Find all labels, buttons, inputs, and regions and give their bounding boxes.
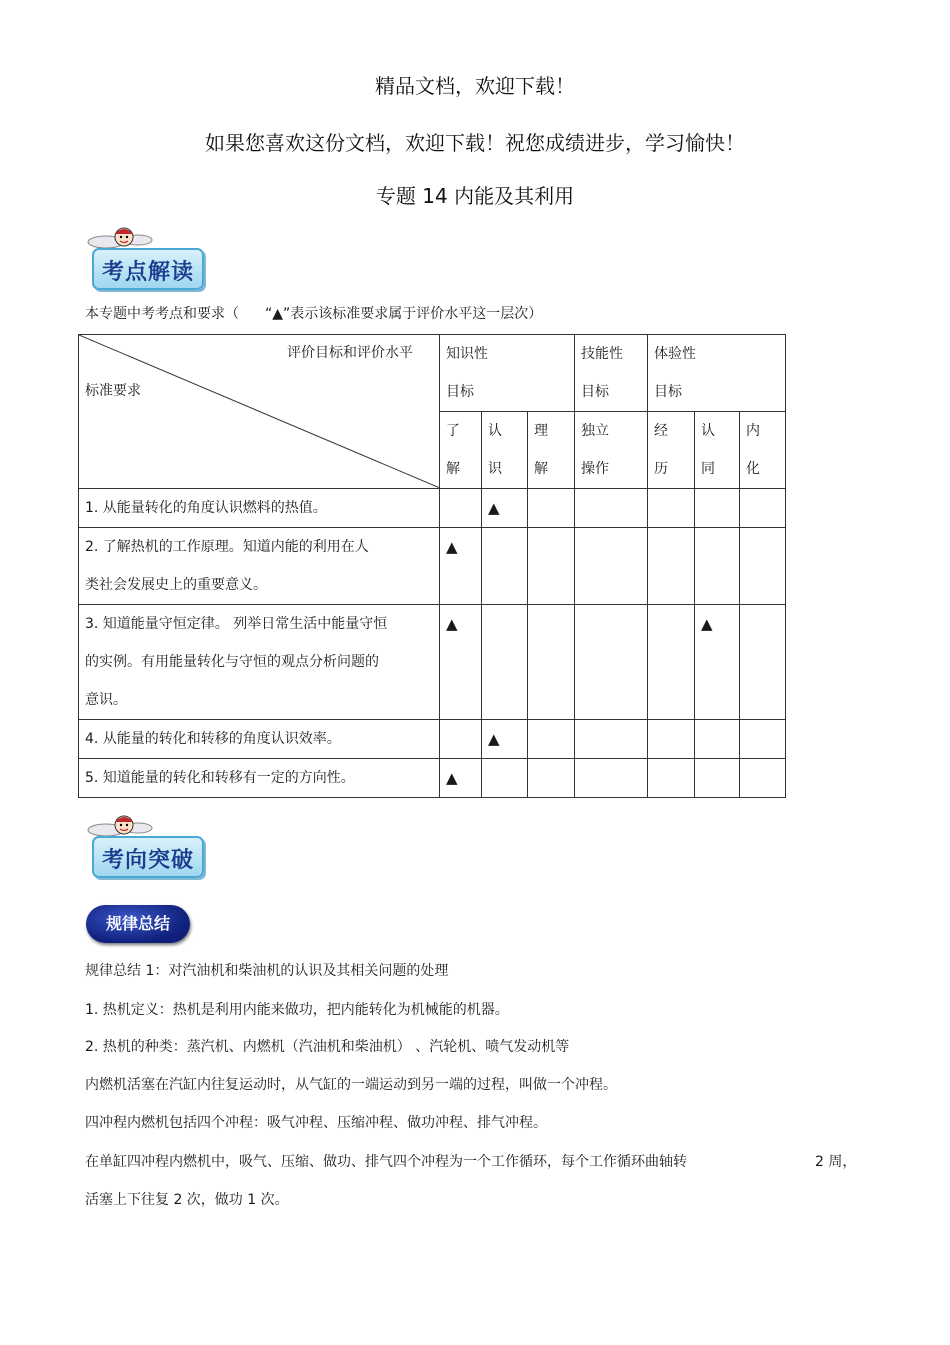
paragraph: 在单缸四冲程内燃机中，吸气、压缩、做功、排气四个冲程为一个工作循环，每个工作循环曲轴转 <box>85 1154 687 1170</box>
standards-table <box>78 334 786 798</box>
mark-cell <box>740 605 786 720</box>
subheader-cell <box>740 412 786 489</box>
paragraph: 2 周， <box>815 1154 857 1170</box>
mark-cell <box>695 759 740 798</box>
corner-bottom-label: 标准要求 <box>85 383 141 399</box>
header-line-2: 如果您喜欢这份文档，欢迎下载！祝您成绩进步，学习愉快！ <box>205 131 745 155</box>
intro-part-1: 本专题中考考点和要求（ <box>85 306 239 322</box>
table-header-row <box>79 335 786 412</box>
group-label: 目标 <box>654 384 683 400</box>
subheader-text: 化 <box>746 461 761 477</box>
subheader-text: 了 <box>446 423 460 439</box>
mark-cell: ▲ <box>482 489 528 528</box>
group-header <box>440 335 575 412</box>
corner-top-label: 评价目标和评价水平 <box>287 345 413 361</box>
table-row <box>79 759 786 798</box>
mark-cell <box>528 720 575 759</box>
mark-cell <box>648 489 695 528</box>
intro-text <box>85 303 542 323</box>
group-header <box>648 335 786 412</box>
mark-cell <box>648 720 695 759</box>
rule-summary-badge: 规律总结 <box>86 905 190 943</box>
mark-cell <box>740 759 786 798</box>
intro-part-2: “▲”表示该标准要求属于评价水平这一层次） <box>265 306 543 322</box>
standard-text: 1. 从能量转化的角度认识燃料的热值。 <box>85 500 327 516</box>
paragraph: 规律总结 1：对汽油机和柴油机的认识及其相关问题的处理 <box>85 963 449 979</box>
subheader-text: 经 <box>654 423 669 439</box>
subheader-text: 认 <box>488 423 502 439</box>
standard-text: 5. 知道能量的转化和转移有一定的方向性。 <box>85 770 355 786</box>
banner-label: 考点解读 <box>101 259 194 285</box>
mark-cell: ▲ <box>440 605 482 720</box>
paragraph: 1. 热机定义：热机是利用内能来做功，把内能转化为机械能的机器。 <box>85 1002 509 1018</box>
standard-text: 意识。 <box>85 692 127 708</box>
mark-cell <box>575 605 648 720</box>
subheader-cell <box>695 412 740 489</box>
paragraph: 内燃机活塞在汽缸内往复运动时，从气缸的一端运动到另一端的过程，叫做一个冲程。 <box>85 1077 617 1093</box>
table-row <box>79 605 786 720</box>
mark-cell: ▲ <box>440 759 482 798</box>
paragraph: 活塞上下往复 2 次，做功 1 次。 <box>85 1192 289 1208</box>
standard-cell <box>79 759 440 798</box>
standard-cell <box>79 605 440 720</box>
subheader-cell <box>575 412 648 489</box>
mark-cell <box>648 528 695 605</box>
subheader-text: 识 <box>488 461 502 477</box>
mark-cell <box>740 528 786 605</box>
mark-cell <box>575 489 648 528</box>
standard-cell <box>79 528 440 605</box>
mark-cell <box>482 528 528 605</box>
group-label: 技能性 <box>581 346 624 362</box>
standard-text: 3. 知道能量守恒定律。 列举日常生活中能量守恒 <box>85 616 388 632</box>
group-label: 目标 <box>446 384 474 400</box>
standard-cell <box>79 489 440 528</box>
subheader-text: 内 <box>746 423 761 439</box>
table-row <box>79 528 786 605</box>
standard-text: 的实例。有用能量转化与守恒的观点分析问题的 <box>85 654 379 670</box>
mark-cell <box>528 528 575 605</box>
table-row <box>79 720 786 759</box>
mark-cell <box>528 489 575 528</box>
mark-cell <box>482 759 528 798</box>
paragraph: 四冲程内燃机包括四个冲程：吸气冲程、压缩冲程、做功冲程、排气冲程。 <box>85 1115 547 1131</box>
group-label: 知识性 <box>446 346 488 362</box>
mark-cell <box>740 489 786 528</box>
mark-cell: ▲ <box>482 720 528 759</box>
subheader-cell <box>440 412 482 489</box>
subheader-cell <box>528 412 575 489</box>
banner-kaodian <box>84 224 214 292</box>
paragraph: 2. 热机的种类：蒸汽机、内燃机（汽油机和柴油机） 、汽轮机、喷气发动机等 <box>85 1039 570 1055</box>
mark-cell <box>575 759 648 798</box>
banner-plate <box>92 836 204 878</box>
standard-text: 4. 从能量的转化和转移的角度认识效率。 <box>85 731 341 747</box>
mark-cell <box>575 720 648 759</box>
subheader-text: 独立 <box>581 423 610 439</box>
subheader-text: 认 <box>701 423 716 439</box>
header-line-1: 精品文档，欢迎下载！ <box>375 74 575 98</box>
banner-plate <box>92 248 204 290</box>
mark-cell: ▲ <box>440 528 482 605</box>
subheader-text: 操作 <box>581 461 610 477</box>
group-header <box>575 335 648 412</box>
mark-cell <box>528 759 575 798</box>
subheader-cell <box>482 412 528 489</box>
mark-cell <box>440 489 482 528</box>
group-label: 体验性 <box>654 346 697 362</box>
mark-cell <box>648 605 695 720</box>
mark-cell <box>740 720 786 759</box>
mark-cell <box>695 528 740 605</box>
mark-cell <box>575 528 648 605</box>
banner-kaoxiang <box>84 812 214 880</box>
page-title: 专题 14 内能及其利用 <box>375 184 575 208</box>
subheader-text: 解 <box>446 461 460 477</box>
mark-cell: ▲ <box>695 605 740 720</box>
mark-cell <box>528 605 575 720</box>
standard-cell <box>79 720 440 759</box>
group-label: 目标 <box>581 384 610 400</box>
mark-cell <box>482 605 528 720</box>
banner-label: 考向突破 <box>101 847 194 873</box>
mark-cell <box>648 759 695 798</box>
standard-text: 类社会发展史上的重要意义。 <box>85 577 267 593</box>
table-body <box>79 489 786 798</box>
subheader-text: 历 <box>654 461 669 477</box>
standard-text: 2. 了解热机的工作原理。知道内能的利用在人 <box>85 539 369 555</box>
subheader-text: 同 <box>701 461 716 477</box>
corner-header-cell <box>79 335 440 489</box>
mark-cell <box>695 720 740 759</box>
table-row <box>79 489 786 528</box>
subheader-text: 解 <box>534 461 548 477</box>
mark-cell <box>440 720 482 759</box>
mark-cell <box>695 489 740 528</box>
subheader-text: 理 <box>534 423 548 439</box>
subheader-cell <box>648 412 695 489</box>
